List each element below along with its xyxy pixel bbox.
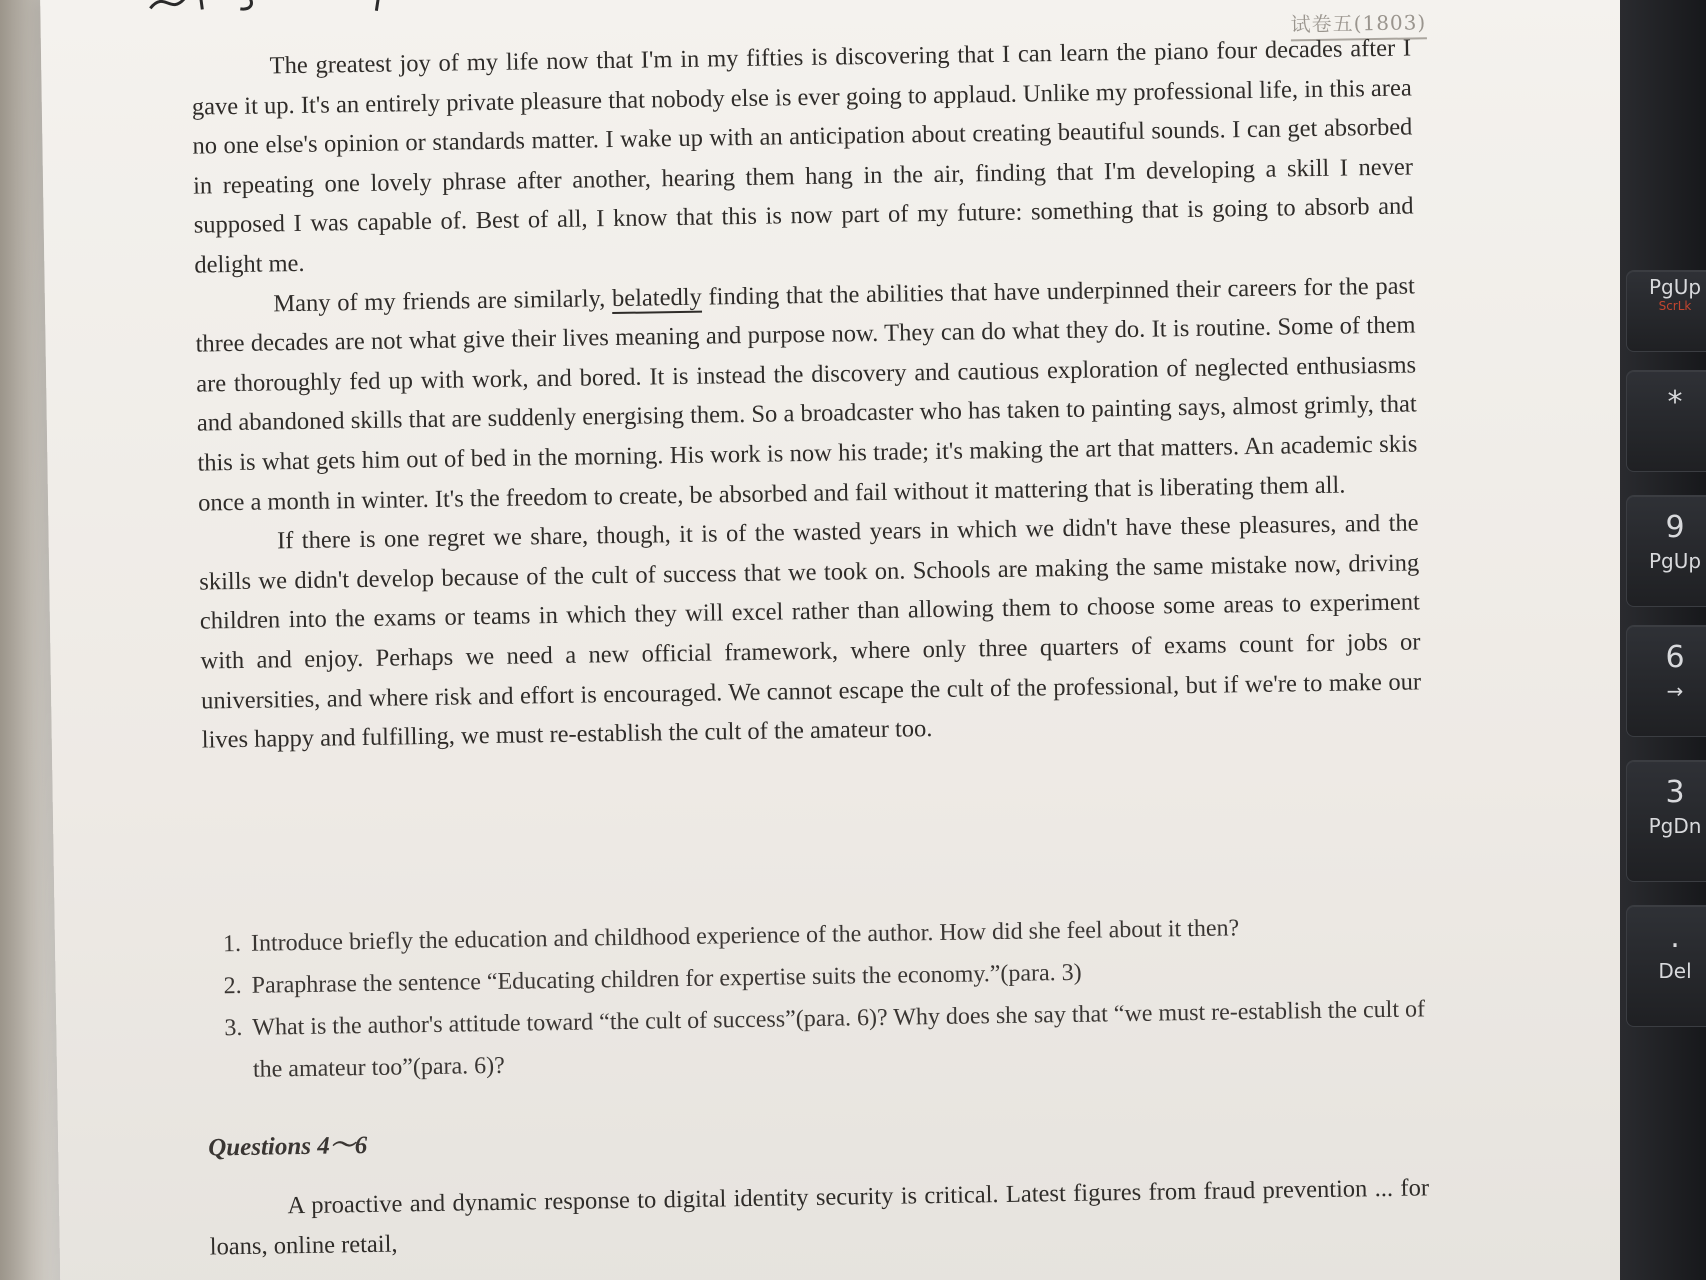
- question-number: 1.: [222, 930, 242, 958]
- handwriting-scribble: [140, 0, 440, 18]
- key-sublabel: PgUp: [1648, 549, 1702, 573]
- key-pgup-scrlk[interactable]: [1626, 270, 1706, 352]
- key-label: 6: [1665, 640, 1685, 675]
- key-6-right[interactable]: [1626, 625, 1706, 737]
- key-label: 3: [1665, 775, 1685, 810]
- key-label: PgUp: [1648, 275, 1702, 299]
- key-sublabel: PgDn: [1648, 814, 1702, 838]
- page-code-header: 试卷五(1803): [1290, 6, 1426, 41]
- key-sublabel: →: [1666, 679, 1684, 703]
- key-label: .: [1670, 920, 1680, 955]
- paragraph-2-start: Many of my friends are similarly,: [273, 284, 606, 317]
- key-dot-del[interactable]: [1626, 905, 1706, 1027]
- question-text: Introduce briefly the education and childhood experience of the author. How did she feel about it then?: [250, 915, 1240, 957]
- question-text: What is the author's attitude toward “the cult of success”(para. 6)? Why does she say that “we must re-establish the cult of the amateur too”(para. 6)?: [252, 996, 1426, 1083]
- question-item: [206, 988, 1427, 1091]
- key-3-pgdn[interactable]: [1626, 760, 1706, 882]
- paragraph-1: The greatest joy of my life now that I'm in my fifties is discovering that I can learn the piano four decades after I gave it up. It's an entirely private pleasure that nobody else is ever going to applaud. Unlike my professional life, in this area no one else's opinion or standards matter. I wake up with an anticipation about creating beautiful sounds. I can get absorbed in repeating one lovely phrase after another, hearing them hang in the air, finding that I'm developing a skill I never supposed I was capable of. Best of all, I know that this is now part of my future: something that is going to absorb and delight me.: [191, 34, 1414, 279]
- question-list: [205, 904, 1427, 1091]
- key-asterisk[interactable]: [1626, 370, 1706, 472]
- question-number: 3.: [224, 1014, 243, 1042]
- next-passage-start: A proactive and dynamic response to digital identity security is critical. Latest figures from fraud prevention ... for loans, online retail,: [209, 1174, 1430, 1261]
- underlined-word-belatedly: belatedly: [611, 283, 703, 312]
- paragraph-2: [195, 266, 1419, 523]
- section-title: Questions 4～6: [207, 1132, 368, 1162]
- key-9-pgup[interactable]: [1626, 495, 1706, 607]
- question-number: 2.: [223, 972, 242, 1000]
- key-sublabel: Del: [1658, 959, 1692, 983]
- paragraph-3: If there is one regret we share, though, it is of the wasted years in which we didn't have these pleasures, and the skills we didn't develop because of the cult of success that we took on. Schools are making the same mistake now, driving children into the exams or teams in which they will excel rather than allowing them to choose some areas to experiment with and enjoy. Perhaps we need a new official framework, where only three quarters of exams count for jobs or universities, and where risk and effort is encouraged. We cannot escape the cult of the professional, but if we're to make our lives happy and fulfilling, we must re-establish the cult of the amateur too.: [199, 509, 1422, 754]
- paragraph-2-rest: finding that the abilities that have underpinned their careers for the past three decades are not what give their lives meaning and purpose now. They can do what they do. It is routine. Some of them are thoroughly fed up with work, and bored. It is instead the discovery and cautious exploration of neglected enthusiasms and abandoned skills that are suddenly energising them. So a broadcaster who has taken to painting says, almost grimly, that this is what gets him out of bed in the morning. His work is now his trade; it's making the art that matters. An academic skis once a month in winter. It's the freedom to create, be absorbed and fail without it mattering that is liberating them all.: [195, 272, 1418, 517]
- reading-passage: [191, 28, 1422, 760]
- key-label: 9: [1665, 510, 1685, 545]
- question-text: Paraphrase the sentence “Educating children for expertise suits the economy.”(para. 3): [251, 959, 1082, 999]
- key-label: *: [1667, 385, 1683, 420]
- keyboard-edge: [1620, 0, 1706, 1280]
- key-sublabel: ScrLk: [1658, 299, 1692, 313]
- exam-page: [40, 0, 1671, 1280]
